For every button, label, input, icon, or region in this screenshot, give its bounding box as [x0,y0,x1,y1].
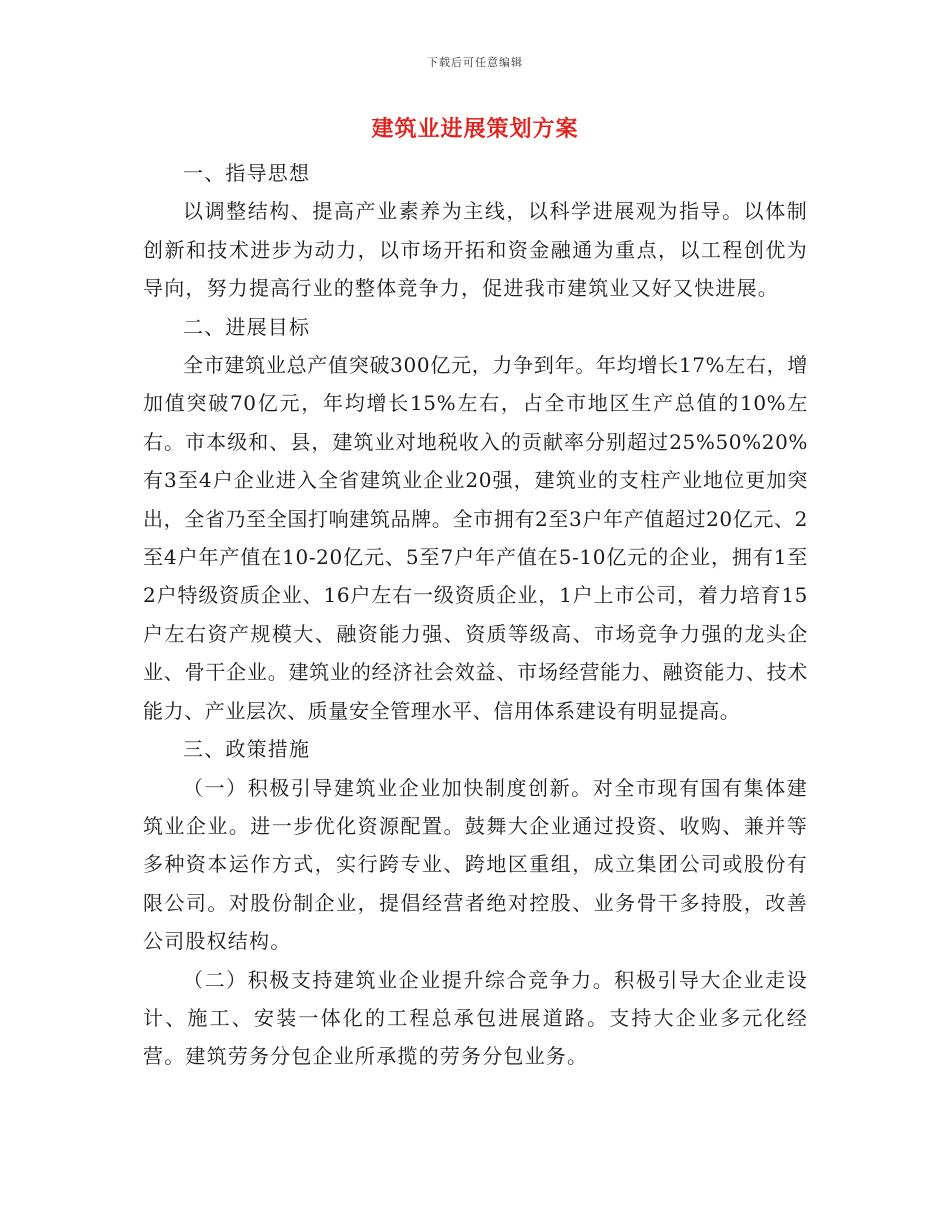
paragraph-guiding-ideology: 以调整结构、提高产业素养为主线，以科学进展观为指导。以体制创新和技术进步为动力，以市场开拓和资金融通为重点，以工程创优为导向，努力提高行业的整体竞争力，促进我市建筑业又好又快进展。 [143,199,808,301]
header-note: 下载后可任意编辑 [427,56,523,69]
section-heading-guiding-ideology: 一、指导思想 [183,161,311,185]
document-title: 建筑业进展策划方案 [371,116,579,142]
section-heading-development-goals: 二、进展目标 [183,314,311,339]
paragraph-measure-two: （二）积极支持建筑业企业提升综合竞争力。积极引导大企业走设计、施工、安装一体化的工程总承包进展道路。支持大企业多元化经营。建筑劳务分包企业所承揽的劳务分包业务。 [143,967,808,1069]
paragraph-development-goals: 全市建筑业总产值突破300亿元，力争到年。年均增长17%左右，增加值突破70亿元，年均增长15%左右，占全市地区生产总值的10%左右。市本级和、县，建筑业对地税收入的贡献率分别超过25%50%20%有3至4户企业进入全省建筑业企业20强，建筑业的支柱产业地位更加突出，全省乃至全国打响建筑品牌。全市拥有2至3户年产值超过20亿元、2至4户年产值在10-20亿元、5至7户年产值在5-10亿元的企业，拥有1至2户特级资质企业、16户左右一级资质企业，1户上市公司，着力培育15户左右资产规模大、融资能力强、资质等级高、市场竞争力强的龙头企业、骨干企业。建筑业的经济社会效益、市场经营能力、融资能力、技术能力、产业层次、质量安全管理水平、信用体系建设有明显提高。 [143,353,808,723]
paragraph-measure-one: （一）积极引导建筑业企业加快制度创新。对全市现有国有集体建筑业企业。进一步优化资源配置。鼓舞大企业通过投资、收购、兼并等多种资本运作方式，实行跨专业、跨地区重组，成立集团公司或股份有限公司。对股份制企业，提倡经营者绝对控股、业务骨干多持股，改善公司股权结构。 [143,775,808,954]
document-body [143,154,808,1076]
section-heading-policy-measures: 三、政策措施 [183,737,311,762]
